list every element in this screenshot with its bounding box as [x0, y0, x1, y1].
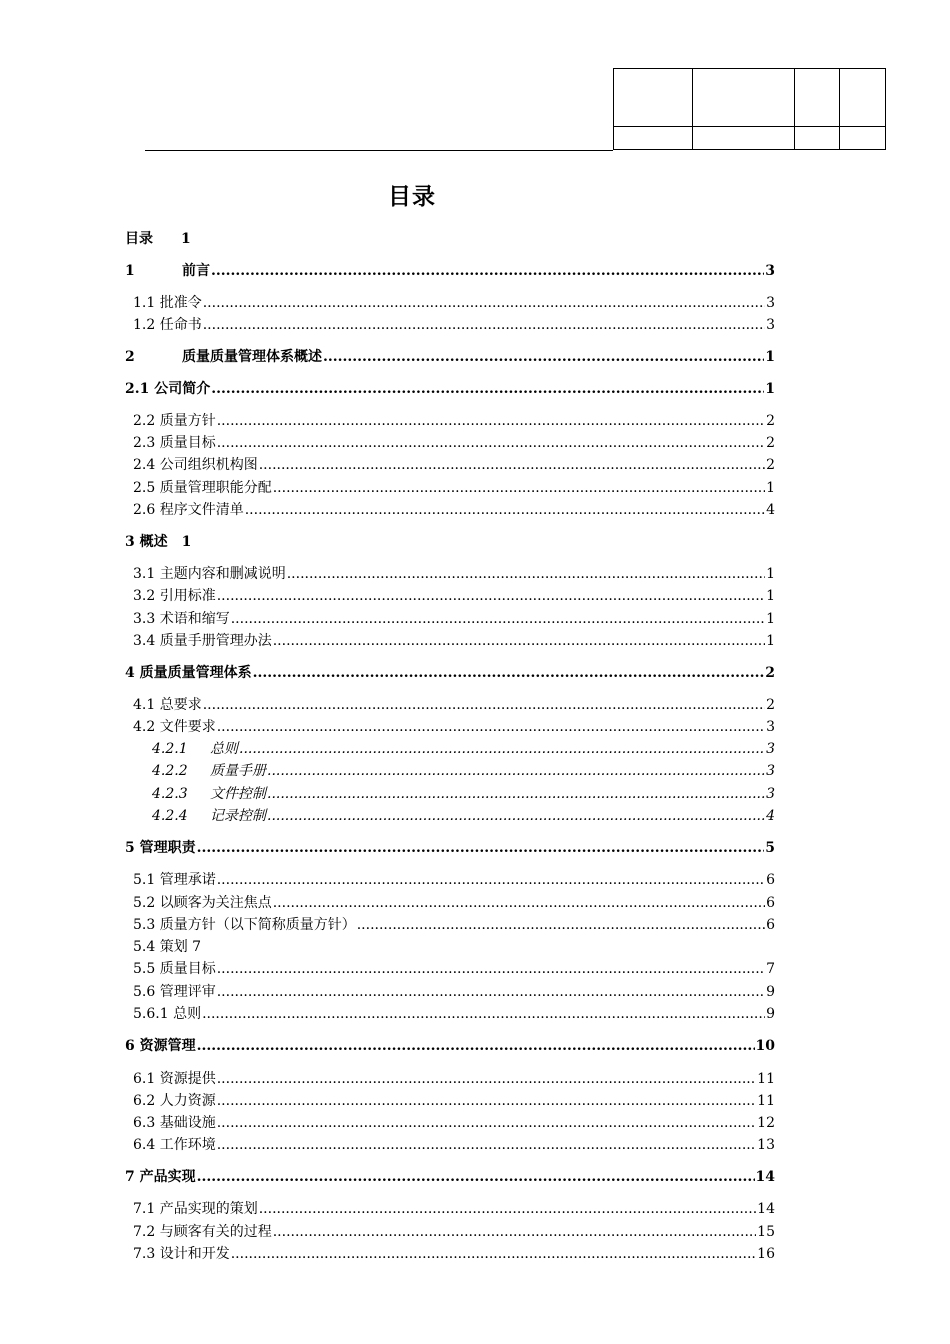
toc-entry-number: 1: [125, 263, 135, 279]
toc-page-number: 2: [766, 435, 775, 451]
toc-entry[interactable]: [125, 1035, 775, 1055]
toc-entry-label: 5.6.1 总则: [133, 1006, 202, 1022]
toc-page-number: 7: [766, 961, 775, 977]
toc-entry-label: 7.3 设计和开发: [133, 1246, 230, 1262]
toc-leader-dots: [239, 740, 765, 758]
toc-page-number: 1: [765, 381, 775, 397]
toc-page-number: 3: [766, 317, 775, 333]
toc-page-number: 3: [766, 719, 775, 735]
toc-entry[interactable]: [125, 563, 775, 583]
toc-entry[interactable]: [125, 410, 775, 430]
toc-page-number: 6: [766, 872, 775, 888]
toc-entry-label: 5.3 质量方针（以下简称质量方针）: [133, 917, 356, 933]
toc-entry-label: 3.2 引用标准: [133, 588, 216, 604]
header-cell: [693, 127, 795, 150]
toc-page-number: 11: [757, 1071, 775, 1087]
toc-entry-label: 1.2 任命书: [133, 317, 202, 333]
toc-entry[interactable]: [125, 630, 775, 650]
toc-entry[interactable]: [125, 837, 775, 857]
toc-entry-number: 2: [125, 349, 135, 365]
toc-leader-dots: [203, 696, 765, 714]
toc-page-number: 1: [766, 611, 775, 627]
header-cell: [795, 69, 840, 127]
toc-leader-dots: [217, 434, 765, 452]
toc-leader-dots: [217, 412, 765, 430]
toc-entry[interactable]: [125, 981, 775, 1001]
toc-page-number: 9: [766, 1006, 775, 1022]
toc-entry[interactable]: [125, 454, 775, 474]
toc-page-number: 14: [757, 1201, 775, 1217]
toc-entry-number: 目录: [125, 231, 153, 247]
toc-leader-dots: [273, 479, 765, 497]
toc-entry[interactable]: [125, 499, 775, 519]
toc-leader-dots: [357, 916, 765, 934]
toc-entry[interactable]: [125, 914, 775, 934]
toc-leader-dots: [211, 262, 764, 280]
toc-leader-dots: [197, 839, 765, 857]
header-cell: [614, 127, 693, 150]
toc-entry-label: 7 产品实现: [125, 1169, 196, 1185]
header-cell: [693, 69, 795, 127]
toc-entry-label: 6.2 人力资源: [133, 1093, 216, 1109]
toc-entry-number: 4.2.2: [152, 763, 188, 779]
toc-leader-dots: [217, 1092, 756, 1110]
toc-entry[interactable]: [125, 1090, 775, 1110]
toc-entry-label: 2.4 公司组织机构图: [133, 457, 258, 473]
toc-page-number: 2: [766, 457, 775, 473]
header-cell: [795, 127, 840, 150]
toc-entry[interactable]: [125, 346, 775, 366]
toc-entry[interactable]: [125, 1134, 775, 1154]
toc-entry[interactable]: [125, 1166, 775, 1186]
page-title: 目录: [388, 184, 436, 210]
toc-leader-dots: [211, 380, 764, 398]
toc-entry-label: 2.1 公司简介: [125, 381, 211, 397]
toc-leader-dots: [259, 456, 765, 474]
toc-entry-label: 3.4 质量手册管理办法: [133, 633, 272, 649]
toc-leader-dots: [267, 762, 765, 780]
toc-page-number: 14: [755, 1169, 775, 1185]
toc-entry-label: 4 质量质量管理体系: [125, 665, 252, 681]
toc-leader-dots: [197, 1037, 755, 1055]
document-header-box: [613, 68, 886, 150]
toc-entry-label: 5.4 策划 7: [133, 939, 202, 955]
toc-entry-label: 5.6 管理评审: [133, 984, 216, 1000]
toc-entry[interactable]: [125, 738, 775, 758]
toc-page-number: 6: [766, 895, 775, 911]
toc-leader-dots: [203, 294, 765, 312]
toc-page-number: 1: [181, 534, 192, 550]
toc-page-number: 4: [766, 502, 775, 518]
toc-entry-label: 质量手册: [210, 763, 266, 779]
toc-entry[interactable]: [125, 314, 775, 334]
toc-page-number: 16: [757, 1246, 775, 1262]
toc-leader-dots: [217, 1114, 756, 1132]
toc-entry[interactable]: [125, 783, 775, 803]
toc-entry-label: 5.5 质量目标: [133, 961, 216, 977]
toc-entry-label: 2.5 质量管理职能分配: [133, 480, 272, 496]
toc-entry-label: 3.3 术语和缩写: [133, 611, 230, 627]
toc-entry[interactable]: [125, 805, 775, 825]
toc-leader-dots: [267, 785, 765, 803]
toc-entry-number: 4.2.3: [152, 786, 188, 802]
toc-leader-dots: [273, 894, 765, 912]
toc-page-number: 3: [766, 786, 775, 802]
toc-entry[interactable]: [125, 1003, 775, 1023]
toc-leader-dots: [217, 718, 765, 736]
toc-entry-label: 4.2 文件要求: [133, 719, 216, 735]
header-cell: [840, 69, 886, 127]
toc-page-number: 1: [765, 349, 775, 365]
toc-leader-dots: [231, 1245, 756, 1263]
toc-page-number: 1: [766, 588, 775, 604]
toc-entry[interactable]: [125, 1243, 775, 1263]
toc-entry-label: 2.2 质量方针: [133, 413, 216, 429]
toc-entry[interactable]: [125, 260, 775, 280]
toc-page-number: 1: [766, 480, 775, 496]
toc-page-number: 5: [765, 840, 775, 856]
toc-entry[interactable]: [125, 292, 775, 312]
toc-entry-label: 6 资源管理: [125, 1038, 196, 1054]
toc-entry-label: 1.1 批准令: [133, 295, 202, 311]
toc-entry-label: 6.3 基础设施: [133, 1115, 216, 1131]
header-cell: [840, 127, 886, 150]
toc-entry[interactable]: [125, 1198, 775, 1218]
toc-entry-label: 记录控制: [210, 808, 266, 824]
toc-page-number: 10: [755, 1038, 775, 1054]
toc-entry[interactable]: [125, 936, 775, 956]
toc-entry-label: 总则: [210, 741, 238, 757]
toc-entry-label: 1: [181, 231, 191, 247]
toc-entry[interactable]: [125, 1112, 775, 1132]
toc-entry-label: 3 概述: [125, 534, 168, 550]
toc-leader-dots: [253, 664, 765, 682]
toc-leader-dots: [287, 565, 765, 583]
toc-page-number: 1: [766, 566, 775, 582]
toc-entry[interactable]: [125, 958, 775, 978]
toc-entry-label: 5.2 以顾客为关注焦点: [133, 895, 272, 911]
toc-entry[interactable]: [125, 662, 775, 682]
toc-leader-dots: [231, 610, 765, 628]
toc-entry[interactable]: [125, 760, 775, 780]
toc-page-number: 1: [766, 633, 775, 649]
toc-entry[interactable]: [125, 694, 775, 714]
toc-page-number: 15: [757, 1224, 775, 1240]
toc-entry-label: 6.4 工作环境: [133, 1137, 216, 1153]
toc-entry[interactable]: [125, 608, 775, 628]
toc-entry[interactable]: [125, 1068, 775, 1088]
toc-leader-dots: [202, 1005, 765, 1023]
toc-entry[interactable]: [125, 378, 775, 398]
toc-page-number: 4: [766, 808, 775, 824]
toc-entry[interactable]: [125, 477, 775, 497]
toc-leader-dots: [217, 960, 765, 978]
toc-page-number: 13: [757, 1137, 775, 1153]
header-rule: [145, 150, 613, 151]
toc-leader-dots: [245, 501, 765, 519]
toc-page-number: 6: [766, 917, 775, 933]
toc-entry-label: 3.1 主题内容和删减说明: [133, 566, 286, 582]
toc-entry[interactable]: [125, 869, 775, 889]
header-cell: [614, 69, 693, 127]
toc-leader-dots: [197, 1168, 755, 1186]
toc-entry-label: 4.1 总要求: [133, 697, 202, 713]
toc-leader-dots: [217, 1136, 756, 1154]
toc-entry[interactable]: [125, 585, 775, 605]
toc-page-number: 9: [766, 984, 775, 1000]
toc-leader-dots: [217, 983, 765, 1001]
toc-entry-label: 质量质量管理体系概述: [182, 349, 322, 365]
toc-page-number: 3: [766, 741, 775, 757]
toc-page-number: 2: [766, 413, 775, 429]
toc-leader-dots: [203, 316, 765, 334]
toc-entry-label: 7.2 与顾客有关的过程: [133, 1224, 272, 1240]
toc-entry[interactable]: [125, 531, 775, 551]
toc-entry-label: 6.1 资源提供: [133, 1071, 216, 1087]
toc-entry[interactable]: [125, 1221, 775, 1241]
toc-leader-dots: [323, 348, 764, 366]
toc-entry-label: 前言: [182, 263, 210, 279]
toc-entry-label: 2.6 程序文件清单: [133, 502, 244, 518]
toc-leader-dots: [273, 1223, 756, 1241]
toc-entry[interactable]: [125, 432, 775, 452]
toc-entry[interactable]: [125, 892, 775, 912]
toc-page-number: 3: [765, 263, 775, 279]
toc-entry-label: 5.1 管理承诺: [133, 872, 216, 888]
toc-entry-label: 7.1 产品实现的策划: [133, 1201, 258, 1217]
toc-entry[interactable]: [125, 716, 775, 736]
toc-page-number: 3: [766, 295, 775, 311]
toc-leader-dots: [217, 1070, 756, 1088]
toc-entry-label: 文件控制: [210, 786, 266, 802]
toc-entry-number: 4.2.4: [152, 808, 188, 824]
toc-leader-dots: [259, 1200, 756, 1218]
toc-entry-label: 5 管理职责: [125, 840, 196, 856]
toc-page-number: 11: [757, 1093, 775, 1109]
toc-entry-number: 4.2.1: [152, 741, 188, 757]
toc-leader-dots: [217, 587, 765, 605]
toc-page-number: 2: [766, 697, 775, 713]
toc-page-number: 12: [757, 1115, 775, 1131]
toc-leader-dots: [217, 871, 765, 889]
toc-leader-dots: [267, 807, 765, 825]
toc-page-number: 2: [765, 665, 775, 681]
toc-leader-dots: [273, 632, 765, 650]
toc-entry[interactable]: [125, 228, 775, 248]
toc-entry-label: 2.3 质量目标: [133, 435, 216, 451]
toc-page-number: 3: [766, 763, 775, 779]
